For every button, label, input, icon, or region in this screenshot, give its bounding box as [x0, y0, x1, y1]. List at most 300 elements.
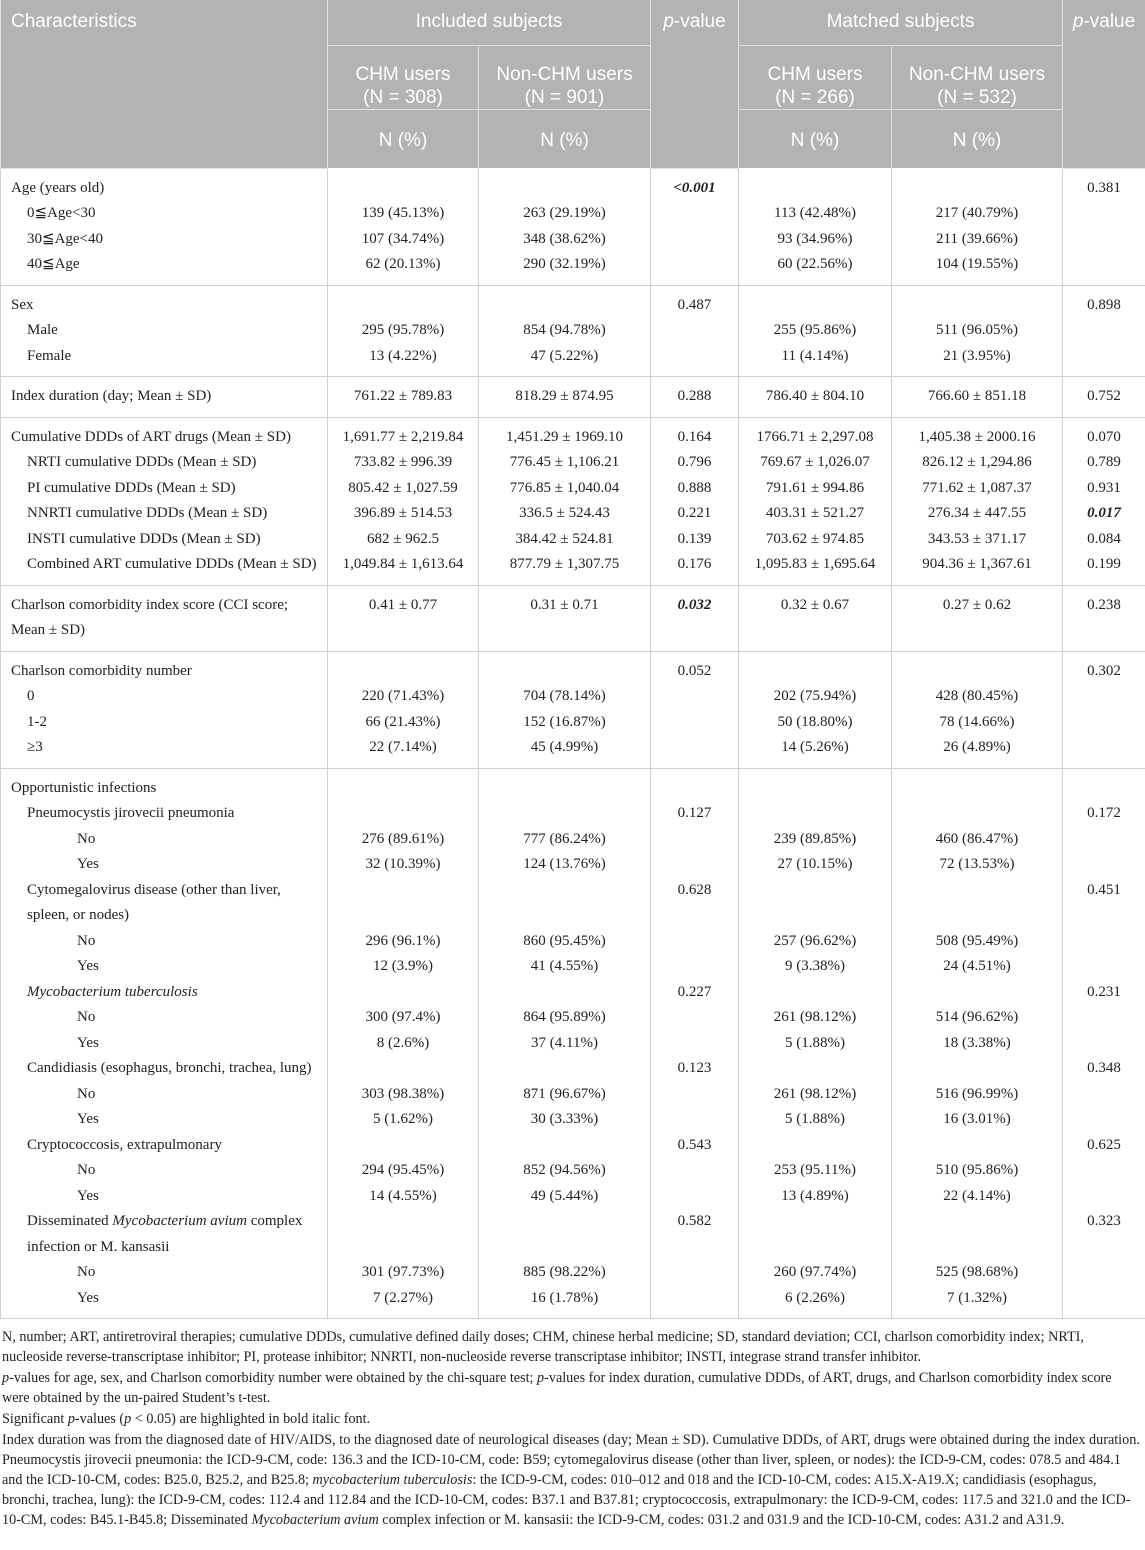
pvalue-cell — [651, 1286, 739, 1319]
value-cell: 769.67 ± 1,026.07 — [739, 450, 892, 476]
pvalue-cell — [651, 1184, 739, 1210]
pvalue-cell — [651, 929, 739, 955]
value-cell: 1,451.29 ± 1969.10 — [479, 417, 651, 450]
value-cell — [479, 168, 651, 201]
value-cell: 860 (95.45%) — [479, 929, 651, 955]
value-cell: 0.41 ± 0.77 — [328, 585, 479, 651]
value-cell: 0.27 ± 0.62 — [892, 585, 1063, 651]
footnote: N, number; ART, antiretroviral therapies; cumulative DDDs, cumulative defined daily doses; CHM, chinese herbal medicine; SD, standard deviation; CCI, charlson comorbidity index; NRTI, nucleoside reverse-transcriptase inhibitor; PI, protease inhibitor; NNRTI, non-nucleoside reverse transcriptase inhibitor; INSTI, integrase strand transfer inhibitor. — [2, 1329, 1084, 1365]
value-cell: 211 (39.66%) — [892, 227, 1063, 253]
table-row — [1, 285, 1145, 318]
value-cell — [328, 651, 479, 684]
header-n-pct: N (%) — [892, 109, 1063, 168]
value-cell: 0.31 ± 0.71 — [479, 585, 651, 651]
row-label: Cryptococcosis, extrapulmonary — [1, 1133, 328, 1159]
value-cell: 27 (10.15%) — [739, 852, 892, 878]
value-cell — [892, 168, 1063, 201]
row-label: No — [1, 1082, 328, 1108]
value-cell: 514 (96.62%) — [892, 1005, 1063, 1031]
pvalue-cell: 0.381 — [1063, 168, 1145, 201]
pvalue-cell — [651, 344, 739, 377]
value-cell: 852 (94.56%) — [479, 1158, 651, 1184]
pvalue-cell — [651, 1158, 739, 1184]
value-cell — [892, 1133, 1063, 1159]
row-label: ≥3 — [1, 735, 328, 768]
row-label: No — [1, 1260, 328, 1286]
pvalue-cell — [1063, 1184, 1145, 1210]
value-cell: 220 (71.43%) — [328, 684, 479, 710]
table-row — [1, 252, 1145, 285]
value-cell: 336.5 ± 524.43 — [479, 501, 651, 527]
row-label: Yes — [1, 1286, 328, 1319]
pvalue-cell: 0.032 — [651, 585, 739, 651]
header-non-chm-users-matched: Non-CHM users (N = 532) — [892, 45, 1063, 109]
table-footnotes — [0, 1327, 1142, 1531]
pvalue-cell: 0.231 — [1063, 980, 1145, 1006]
pvalue-cell: 0.227 — [651, 980, 739, 1006]
value-cell: 239 (89.85%) — [739, 827, 892, 853]
table-row — [1, 417, 1145, 450]
pvalue-cell — [651, 201, 739, 227]
pvalue-cell: 0.543 — [651, 1133, 739, 1159]
value-cell: 21 (3.95%) — [892, 344, 1063, 377]
value-cell — [328, 1133, 479, 1159]
pvalue-cell — [651, 954, 739, 980]
row-label: Yes — [1, 954, 328, 980]
pvalue-cell — [651, 1107, 739, 1133]
value-cell: 22 (7.14%) — [328, 735, 479, 768]
value-cell: 290 (32.19%) — [479, 252, 651, 285]
table-row — [1, 585, 1145, 651]
table-row — [1, 980, 1145, 1006]
value-cell: 24 (4.51%) — [892, 954, 1063, 980]
value-cell: 1,405.38 ± 2000.16 — [892, 417, 1063, 450]
value-cell: 776.45 ± 1,106.21 — [479, 450, 651, 476]
value-cell: 13 (4.89%) — [739, 1184, 892, 1210]
value-cell: 818.29 ± 874.95 — [479, 377, 651, 418]
value-cell: 260 (97.74%) — [739, 1260, 892, 1286]
pvalue-cell — [1063, 1005, 1145, 1031]
pvalue-cell — [1063, 201, 1145, 227]
table-row — [1, 201, 1145, 227]
pvalue-cell — [651, 1260, 739, 1286]
value-cell: 261 (98.12%) — [739, 1082, 892, 1108]
value-cell: 0.32 ± 0.67 — [739, 585, 892, 651]
table-row — [1, 768, 1145, 801]
value-cell — [739, 1056, 892, 1082]
row-label: 30≦Age<40 — [1, 227, 328, 253]
value-cell: 7 (2.27%) — [328, 1286, 479, 1319]
pvalue-cell: 0.348 — [1063, 1056, 1145, 1082]
pvalue-cell: 0.323 — [1063, 1209, 1145, 1260]
pvalue-cell — [1063, 227, 1145, 253]
value-cell: 104 (19.55%) — [892, 252, 1063, 285]
table-row — [1, 684, 1145, 710]
value-cell — [892, 285, 1063, 318]
value-cell: 18 (3.38%) — [892, 1031, 1063, 1057]
row-label: No — [1, 827, 328, 853]
value-cell: 78 (14.66%) — [892, 710, 1063, 736]
table-row — [1, 710, 1145, 736]
value-cell — [328, 168, 479, 201]
pvalue-cell — [1063, 929, 1145, 955]
footnote: Significant p-values (p < 0.05) are highlighted in bold italic font. — [2, 1411, 371, 1427]
header-characteristics: Characteristics — [1, 0, 328, 168]
value-cell: 301 (97.73%) — [328, 1260, 479, 1286]
pvalue-cell: 0.625 — [1063, 1133, 1145, 1159]
value-cell: 41 (4.55%) — [479, 954, 651, 980]
value-cell — [892, 1056, 1063, 1082]
value-cell — [892, 1209, 1063, 1260]
row-label: Yes — [1, 1184, 328, 1210]
value-cell: 1766.71 ± 2,297.08 — [739, 417, 892, 450]
row-label: Mycobacterium tuberculosis — [1, 980, 328, 1006]
table-row — [1, 929, 1145, 955]
header-included-subjects: Included subjects — [328, 0, 651, 45]
value-cell: 761.22 ± 789.83 — [328, 377, 479, 418]
row-label: Male — [1, 318, 328, 344]
pvalue-cell: 0.238 — [1063, 585, 1145, 651]
header-pvalue-included: p-value — [651, 0, 739, 168]
table-row — [1, 1005, 1145, 1031]
value-cell: 428 (80.45%) — [892, 684, 1063, 710]
value-cell: 139 (45.13%) — [328, 201, 479, 227]
pvalue-cell: 0.127 — [651, 801, 739, 827]
value-cell: 47 (5.22%) — [479, 344, 651, 377]
value-cell: 1,691.77 ± 2,219.84 — [328, 417, 479, 450]
pvalue-cell: 0.752 — [1063, 377, 1145, 418]
value-cell — [739, 768, 892, 801]
pvalue-cell: 0.796 — [651, 450, 739, 476]
row-label: No — [1, 929, 328, 955]
pvalue-cell: 0.123 — [651, 1056, 739, 1082]
value-cell — [892, 980, 1063, 1006]
value-cell: 682 ± 962.5 — [328, 527, 479, 553]
pvalue-cell: 0.888 — [651, 476, 739, 502]
row-label: Candidiasis (esophagus, bronchi, trachea, lung) — [1, 1056, 328, 1082]
table-row — [1, 227, 1145, 253]
row-label: 0 — [1, 684, 328, 710]
row-label: Sex — [1, 285, 328, 318]
pvalue-cell: 0.487 — [651, 285, 739, 318]
table-row — [1, 1133, 1145, 1159]
value-cell: 300 (97.4%) — [328, 1005, 479, 1031]
value-cell: 703.62 ± 974.85 — [739, 527, 892, 553]
table-body — [1, 168, 1145, 1319]
value-cell: 253 (95.11%) — [739, 1158, 892, 1184]
table-header — [1, 0, 1145, 168]
value-cell: 202 (75.94%) — [739, 684, 892, 710]
value-cell — [479, 980, 651, 1006]
pvalue-cell — [1063, 827, 1145, 853]
value-cell: 7 (1.32%) — [892, 1286, 1063, 1319]
value-cell: 276 (89.61%) — [328, 827, 479, 853]
value-cell — [479, 1056, 651, 1082]
value-cell — [739, 651, 892, 684]
value-cell: 871 (96.67%) — [479, 1082, 651, 1108]
value-cell: 113 (42.48%) — [739, 201, 892, 227]
pvalue-cell: 0.017 — [1063, 501, 1145, 527]
header-non-chm-users-included: Non-CHM users (N = 901) — [479, 45, 651, 109]
value-cell: 348 (38.62%) — [479, 227, 651, 253]
row-label: Female — [1, 344, 328, 377]
row-label: Yes — [1, 1107, 328, 1133]
pvalue-cell: 0.172 — [1063, 801, 1145, 827]
value-cell: 14 (4.55%) — [328, 1184, 479, 1210]
value-cell — [739, 1133, 892, 1159]
row-label: Yes — [1, 852, 328, 878]
value-cell: 30 (3.33%) — [479, 1107, 651, 1133]
header-pvalue-matched: p-value — [1063, 0, 1145, 168]
value-cell — [479, 768, 651, 801]
pvalue-cell: <0.001 — [651, 168, 739, 201]
value-cell: 9 (3.38%) — [739, 954, 892, 980]
value-cell: 791.61 ± 994.86 — [739, 476, 892, 502]
value-cell: 511 (96.05%) — [892, 318, 1063, 344]
table-row — [1, 735, 1145, 768]
pvalue-cell: 0.176 — [651, 552, 739, 585]
table-row — [1, 1209, 1145, 1260]
pvalue-cell — [1063, 1107, 1145, 1133]
footnote: p-values for age, sex, and Charlson comorbidity number were obtained by the chi-square test; p-values for index duration, cumulative DDDs, of ART, drugs, and Charlson comorbidity index score were obtained by the un-paired Student’s t-test. — [2, 1370, 1112, 1406]
value-cell: 460 (86.47%) — [892, 827, 1063, 853]
row-label: Pneumocystis jirovecii pneumonia — [1, 801, 328, 827]
pvalue-cell: 0.084 — [1063, 527, 1145, 553]
row-label: Opportunistic infections — [1, 768, 328, 801]
pvalue-cell — [1063, 1286, 1145, 1319]
value-cell: 343.53 ± 371.17 — [892, 527, 1063, 553]
value-cell: 62 (20.13%) — [328, 252, 479, 285]
pvalue-cell — [1063, 1158, 1145, 1184]
table-row — [1, 1260, 1145, 1286]
table-row — [1, 1082, 1145, 1108]
footnote: Index duration was from the diagnosed date of HIV/AIDS, to the diagnosed date of neurological diseases (day; Mean ± SD). Cumulative DDDs, of ART, drugs were obtained during the index duration. Pneumocystis jirovecii pneumonia: the ICD-9-CM, code: 136.3 and the ICD-10-CM, code: B59; cytomegalovirus disease (other than liver, spleen, or nodes): the ICD-9-CM, codes: 078.5 and 484.1 and the ICD-10-CM, codes: B25.0, B25.2, and B25.8; mycobacterium tuberculosis: the ICD-9-CM, codes: 010–012 and 018 and the ICD-10-CM, codes: A15.X-A19.X; candidiasis (esophagus, bronchi, trachea, lung): the ICD-9-CM, codes: 112.4 and 112.84 and the ICD-10-CM, codes: B37.1 and B37.81; cryptococcosis, extrapulmonary: the ICD-9-CM, codes: 117.5 and 321.0 and the ICD-10-CM, codes: B45.1-B45.8; Disseminated Mycobacterium avium complex infection or M. kansasii: the ICD-9-CM, codes: 031.2 and 031.9 and the ICD-10-CM, codes: A31.2 and A31.9. — [2, 1432, 1140, 1528]
pvalue-cell — [1063, 768, 1145, 801]
value-cell — [328, 285, 479, 318]
value-cell: 124 (13.76%) — [479, 852, 651, 878]
pvalue-cell — [1063, 684, 1145, 710]
value-cell — [479, 878, 651, 929]
value-cell: 66 (21.43%) — [328, 710, 479, 736]
value-cell — [739, 878, 892, 929]
value-cell: 854 (94.78%) — [479, 318, 651, 344]
value-cell — [892, 878, 1063, 929]
value-cell: 904.36 ± 1,367.61 — [892, 552, 1063, 585]
value-cell: 733.82 ± 996.39 — [328, 450, 479, 476]
pvalue-cell: 0.052 — [651, 651, 739, 684]
pvalue-cell: 0.898 — [1063, 285, 1145, 318]
pvalue-cell — [651, 1082, 739, 1108]
header-n-pct: N (%) — [739, 109, 892, 168]
pvalue-cell: 0.164 — [651, 417, 739, 450]
row-label: Cytomegalovirus disease (other than liver, spleen, or nodes) — [1, 878, 328, 929]
value-cell — [328, 801, 479, 827]
pvalue-cell: 0.070 — [1063, 417, 1145, 450]
value-cell: 261 (98.12%) — [739, 1005, 892, 1031]
value-cell: 12 (3.9%) — [328, 954, 479, 980]
value-cell: 107 (34.74%) — [328, 227, 479, 253]
pvalue-cell — [651, 1031, 739, 1057]
value-cell — [739, 1209, 892, 1260]
pvalue-cell: 0.139 — [651, 527, 739, 553]
pvalue-cell — [1063, 1082, 1145, 1108]
value-cell — [328, 1056, 479, 1082]
value-cell: 396.89 ± 514.53 — [328, 501, 479, 527]
value-cell: 5 (1.62%) — [328, 1107, 479, 1133]
value-cell: 13 (4.22%) — [328, 344, 479, 377]
table-row — [1, 1184, 1145, 1210]
value-cell — [479, 651, 651, 684]
pvalue-cell — [651, 827, 739, 853]
pvalue-cell — [651, 252, 739, 285]
value-cell: 50 (18.80%) — [739, 710, 892, 736]
row-label: No — [1, 1005, 328, 1031]
table-row — [1, 1031, 1145, 1057]
value-cell: 295 (95.78%) — [328, 318, 479, 344]
row-label: No — [1, 1158, 328, 1184]
row-label: Cumulative DDDs of ART drugs (Mean ± SD) — [1, 417, 328, 450]
table-row — [1, 318, 1145, 344]
value-cell: 5 (1.88%) — [739, 1107, 892, 1133]
value-cell — [892, 768, 1063, 801]
value-cell — [479, 1209, 651, 1260]
header-n-pct: N (%) — [328, 109, 479, 168]
value-cell: 14 (5.26%) — [739, 735, 892, 768]
value-cell: 22 (4.14%) — [892, 1184, 1063, 1210]
header-n-pct: N (%) — [479, 109, 651, 168]
value-cell — [479, 801, 651, 827]
value-cell: 5 (1.88%) — [739, 1031, 892, 1057]
value-cell: 771.62 ± 1,087.37 — [892, 476, 1063, 502]
value-cell: 777 (86.24%) — [479, 827, 651, 853]
pvalue-cell: 0.302 — [1063, 651, 1145, 684]
value-cell: 296 (96.1%) — [328, 929, 479, 955]
pvalue-cell: 0.199 — [1063, 552, 1145, 585]
value-cell: 776.85 ± 1,040.04 — [479, 476, 651, 502]
table-row — [1, 168, 1145, 201]
table-row — [1, 377, 1145, 418]
value-cell: 217 (40.79%) — [892, 201, 1063, 227]
pvalue-cell — [651, 852, 739, 878]
value-cell: 864 (95.89%) — [479, 1005, 651, 1031]
value-cell — [739, 980, 892, 1006]
table-row — [1, 651, 1145, 684]
pvalue-cell — [651, 684, 739, 710]
value-cell: 32 (10.39%) — [328, 852, 479, 878]
value-cell — [328, 1209, 479, 1260]
row-label: NNRTI cumulative DDDs (Mean ± SD) — [1, 501, 328, 527]
value-cell: 72 (13.53%) — [892, 852, 1063, 878]
value-cell: 37 (4.11%) — [479, 1031, 651, 1057]
table-row — [1, 1056, 1145, 1082]
pvalue-cell — [651, 710, 739, 736]
pvalue-cell — [1063, 710, 1145, 736]
pvalue-cell — [651, 1005, 739, 1031]
row-label: Age (years old) — [1, 168, 328, 201]
table-row — [1, 501, 1145, 527]
table-row — [1, 827, 1145, 853]
pvalue-cell — [651, 227, 739, 253]
row-label: 1-2 — [1, 710, 328, 736]
value-cell: 16 (3.01%) — [892, 1107, 1063, 1133]
value-cell: 8 (2.6%) — [328, 1031, 479, 1057]
value-cell: 303 (98.38%) — [328, 1082, 479, 1108]
table-row — [1, 878, 1145, 929]
value-cell — [892, 801, 1063, 827]
value-cell: 276.34 ± 447.55 — [892, 501, 1063, 527]
value-cell: 45 (4.99%) — [479, 735, 651, 768]
value-cell: 93 (34.96%) — [739, 227, 892, 253]
value-cell: 294 (95.45%) — [328, 1158, 479, 1184]
table-row — [1, 1107, 1145, 1133]
value-cell: 49 (5.44%) — [479, 1184, 651, 1210]
row-label: Yes — [1, 1031, 328, 1057]
pvalue-cell: 0.582 — [651, 1209, 739, 1260]
header-chm-users-matched: CHM users (N = 266) — [739, 45, 892, 109]
value-cell: 1,049.84 ± 1,613.64 — [328, 552, 479, 585]
value-cell: 403.31 ± 521.27 — [739, 501, 892, 527]
pvalue-cell — [1063, 318, 1145, 344]
value-cell: 255 (95.86%) — [739, 318, 892, 344]
value-cell: 786.40 ± 804.10 — [739, 377, 892, 418]
table-row — [1, 527, 1145, 553]
value-cell: 16 (1.78%) — [479, 1286, 651, 1319]
value-cell: 508 (95.49%) — [892, 929, 1063, 955]
pvalue-cell: 0.221 — [651, 501, 739, 527]
row-label: NRTI cumulative DDDs (Mean ± SD) — [1, 450, 328, 476]
pvalue-cell — [1063, 735, 1145, 768]
pvalue-cell — [651, 318, 739, 344]
row-label: Charlson comorbidity index score (CCI score; Mean ± SD) — [1, 585, 328, 651]
table-row — [1, 1286, 1145, 1319]
table-row — [1, 476, 1145, 502]
value-cell: 26 (4.89%) — [892, 735, 1063, 768]
pvalue-cell: 0.931 — [1063, 476, 1145, 502]
value-cell: 525 (98.68%) — [892, 1260, 1063, 1286]
pvalue-cell — [1063, 954, 1145, 980]
table-row — [1, 852, 1145, 878]
header-matched-subjects: Matched subjects — [739, 0, 1063, 45]
table-row — [1, 450, 1145, 476]
value-cell: 704 (78.14%) — [479, 684, 651, 710]
table-row — [1, 344, 1145, 377]
pvalue-cell — [1063, 1031, 1145, 1057]
value-cell — [328, 878, 479, 929]
value-cell: 1,095.83 ± 1,695.64 — [739, 552, 892, 585]
value-cell: 766.60 ± 851.18 — [892, 377, 1063, 418]
table-row — [1, 954, 1145, 980]
pvalue-cell: 0.288 — [651, 377, 739, 418]
row-label: 0≦Age<30 — [1, 201, 328, 227]
value-cell — [328, 980, 479, 1006]
value-cell: 60 (22.56%) — [739, 252, 892, 285]
row-label: INSTI cumulative DDDs (Mean ± SD) — [1, 527, 328, 553]
pvalue-cell — [1063, 1260, 1145, 1286]
pvalue-cell: 0.628 — [651, 878, 739, 929]
pvalue-cell — [1063, 344, 1145, 377]
value-cell: 384.42 ± 524.81 — [479, 527, 651, 553]
row-label: Disseminated Mycobacterium avium complex infection or M. kansasii — [1, 1209, 328, 1260]
value-cell: 257 (96.62%) — [739, 929, 892, 955]
value-cell — [328, 768, 479, 801]
pvalue-cell: 0.789 — [1063, 450, 1145, 476]
row-label: Charlson comorbidity number — [1, 651, 328, 684]
pvalue-cell — [1063, 852, 1145, 878]
value-cell — [739, 285, 892, 318]
value-cell: 510 (95.86%) — [892, 1158, 1063, 1184]
header-chm-users-included: CHM users (N = 308) — [328, 45, 479, 109]
pvalue-cell: 0.451 — [1063, 878, 1145, 929]
